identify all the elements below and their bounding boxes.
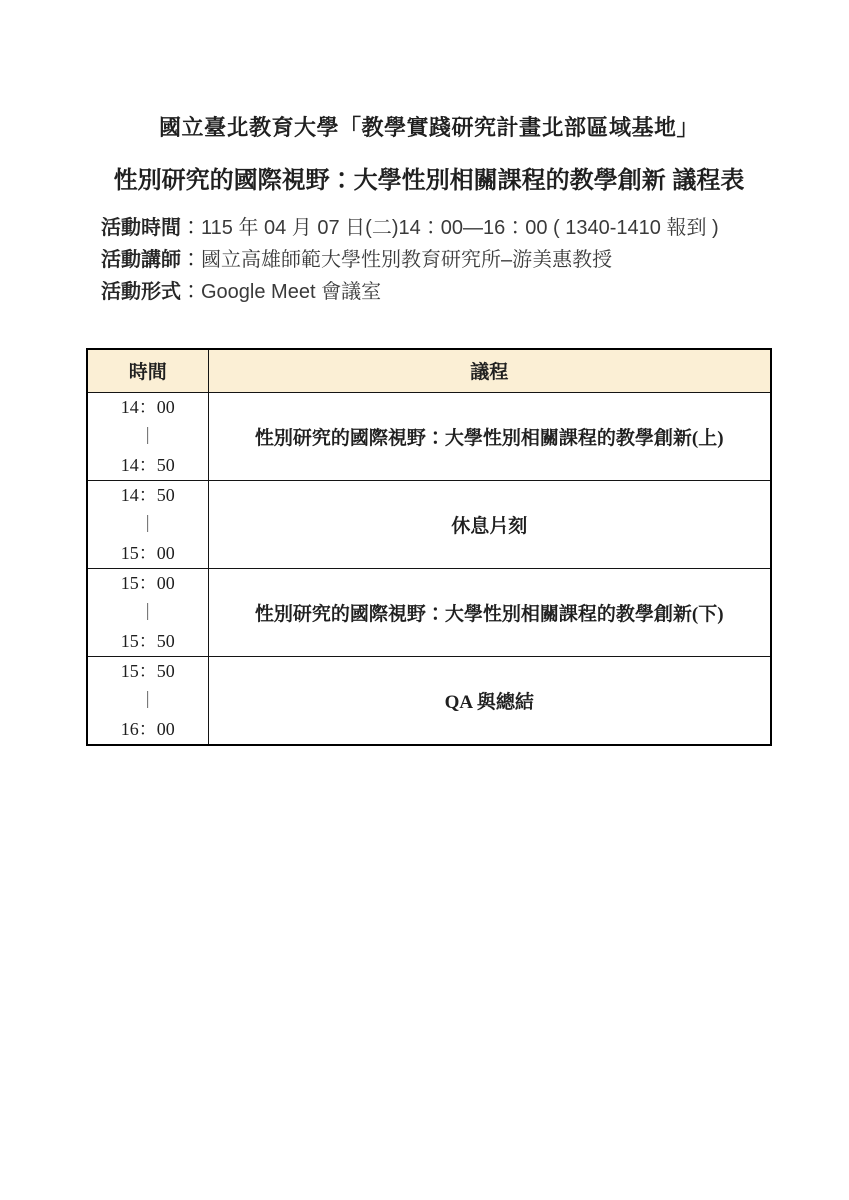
time-cell — [87, 656, 208, 745]
document-content — [86, 0, 772, 746]
time-separator: ｜ — [139, 602, 157, 622]
table-row — [87, 656, 771, 745]
time-end: 15：50 — [120, 630, 175, 651]
info-line-event-time — [101, 212, 772, 244]
info-colon: ： — [181, 249, 201, 271]
time-separator: ｜ — [139, 690, 157, 710]
time-separator: ｜ — [139, 514, 157, 534]
info-label-speaker: 活動講師 — [101, 249, 181, 271]
time-start: 14：50 — [120, 484, 175, 505]
info-label-format: 活動形式 — [101, 281, 181, 303]
time-cell — [87, 392, 208, 480]
info-colon: ： — [181, 281, 201, 303]
document-title: 國立臺北教育大學「教學實踐研究計畫北部區域基地」 — [158, 115, 699, 140]
time-start: 14：00 — [120, 396, 175, 417]
column-header-agenda: 議程 — [208, 349, 771, 392]
table-row — [87, 392, 771, 480]
time-start: 15：50 — [120, 660, 175, 681]
table-header-row — [87, 349, 771, 392]
agenda-cell: 休息片刻 — [208, 480, 771, 568]
time-cell — [87, 480, 208, 568]
column-header-time: 時間 — [87, 349, 208, 392]
table-row — [87, 568, 771, 656]
info-line-speaker — [101, 244, 772, 276]
agenda-table — [86, 348, 772, 746]
time-end: 16：00 — [120, 718, 175, 739]
agenda-cell: QA 與總結 — [208, 656, 771, 745]
event-info — [101, 212, 772, 308]
info-colon: ： — [181, 217, 201, 239]
info-value-event-time: 115 年 04 月 07 日(二)14：00—16：00 ( 1340-1410 報到 ) — [201, 217, 719, 239]
info-line-format — [101, 276, 772, 308]
info-value-speaker: 國立高雄師範大學性別教育研究所–游美惠教授 — [201, 249, 613, 271]
time-start: 15：00 — [120, 572, 175, 593]
agenda-cell: 性別研究的國際視野：大學性別相關課程的教學創新(上) — [208, 392, 771, 480]
info-value-format: Google Meet 會議室 — [201, 281, 382, 303]
info-label-event-time: 活動時間 — [101, 217, 181, 239]
agenda-cell: 性別研究的國際視野：大學性別相關課程的教學創新(下) — [208, 568, 771, 656]
time-end: 15：00 — [120, 542, 175, 563]
time-cell — [87, 568, 208, 656]
time-separator: ｜ — [139, 426, 157, 446]
time-end: 14：50 — [120, 454, 175, 475]
table-row — [87, 480, 771, 568]
document-subtitle: 性別研究的國際視野：大學性別相關課程的教學創新 議程表 — [113, 167, 745, 194]
